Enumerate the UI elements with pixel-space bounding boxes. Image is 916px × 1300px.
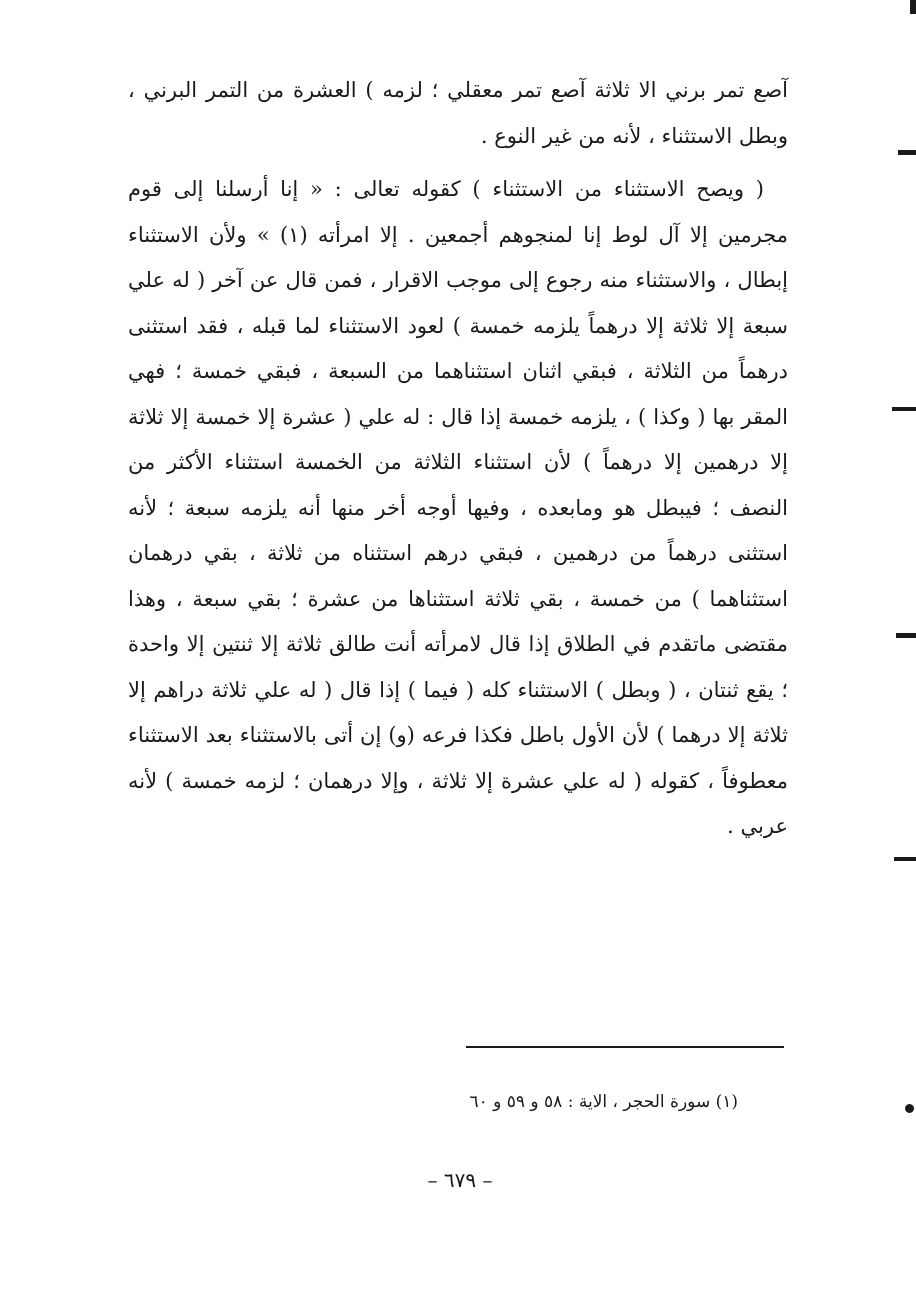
footnote: (١) سورة الحجر ، الاية : ٥٨ و ٥٩ و ٦٠ [469,1092,738,1112]
page-number: – ٦٧٩ – [427,1168,493,1192]
scan-edge-mark [894,857,916,861]
scan-edge-mark [896,633,916,638]
paragraph-2: ( ويصح الاستثناء من الاستثناء ) كقوله تعالى : « إنا أرسلنا إلى قوم مجرمين إلا آل لوط إنا لمنجوهم أجمعين . إلا امرأته (١) » ولأن الاستثناء إبطال ، والاستثناء منه رجوع إلى موجب الاقرار ، فمن قال عن آخر ( له علي سبعة إلا ثلاثة إلا درهماً يلزمه خمسة ) لعود الاستثناء لما قبله ، فقد استثنى درهماً من الثلاثة ، فبقي اثنان استثناهما من السبعة ، فبقي خمسة ؛ فهي المقر بها ( وكذا ) ، يلزمه خمسة إذا قال : له علي ( عشرة إلا خمسة إلا ثلاثة إلا درهمين إلا درهماً ) لأن استثناء الثلاثة من الخمسة استثناء الأكثر من النصف ؛ فيبطل هو ومابعده ، وفيها أوجه أخر منها أنه يلزمه سبعة ؛ لأنه استثنى درهماً من درهمين ، فبقي درهم استثناه من ثلاثة ، بقي درهمان استثناهما ) من خمسة ، بقي ثلاثة استثناها من عشرة ؛ بقي سبعة ، وهذا مقتضى ماتقدم في الطلاق إذا قال لامرأته أنت طالق ثلاثة إلا ثنتين إلا واحدة ؛ يقع ثنتان ، ( وبطل ) الاستثناء كله ( فيما ) إذا قال ( له علي ثلاثة دراهم إلا ثلاثة إلا درهما ) لأن الأول باطل فكذا فرعه (و) إن أتى بالاستثناء بعد الاستثناء معطوفاً ، كقوله ( له علي عشرة إلا ثلاثة ، وإلا درهمان ؛ لزمه خمسة ) لأنه عربي . [128,177,788,838]
scan-edge-mark [892,407,916,411]
body-text [128,68,788,850]
footnote-separator [466,1046,784,1048]
scan-edge-dot [905,1104,914,1113]
scan-edge-mark [910,0,916,14]
scan-edge-mark [898,150,916,155]
paragraph-1: آصع تمر برني الا ثلاثة آصع تمر معقلي ؛ لزمه ) العشرة من التمر البرني ، وبطل الاستثناء ، لأنه من غير النوع . [128,78,788,148]
